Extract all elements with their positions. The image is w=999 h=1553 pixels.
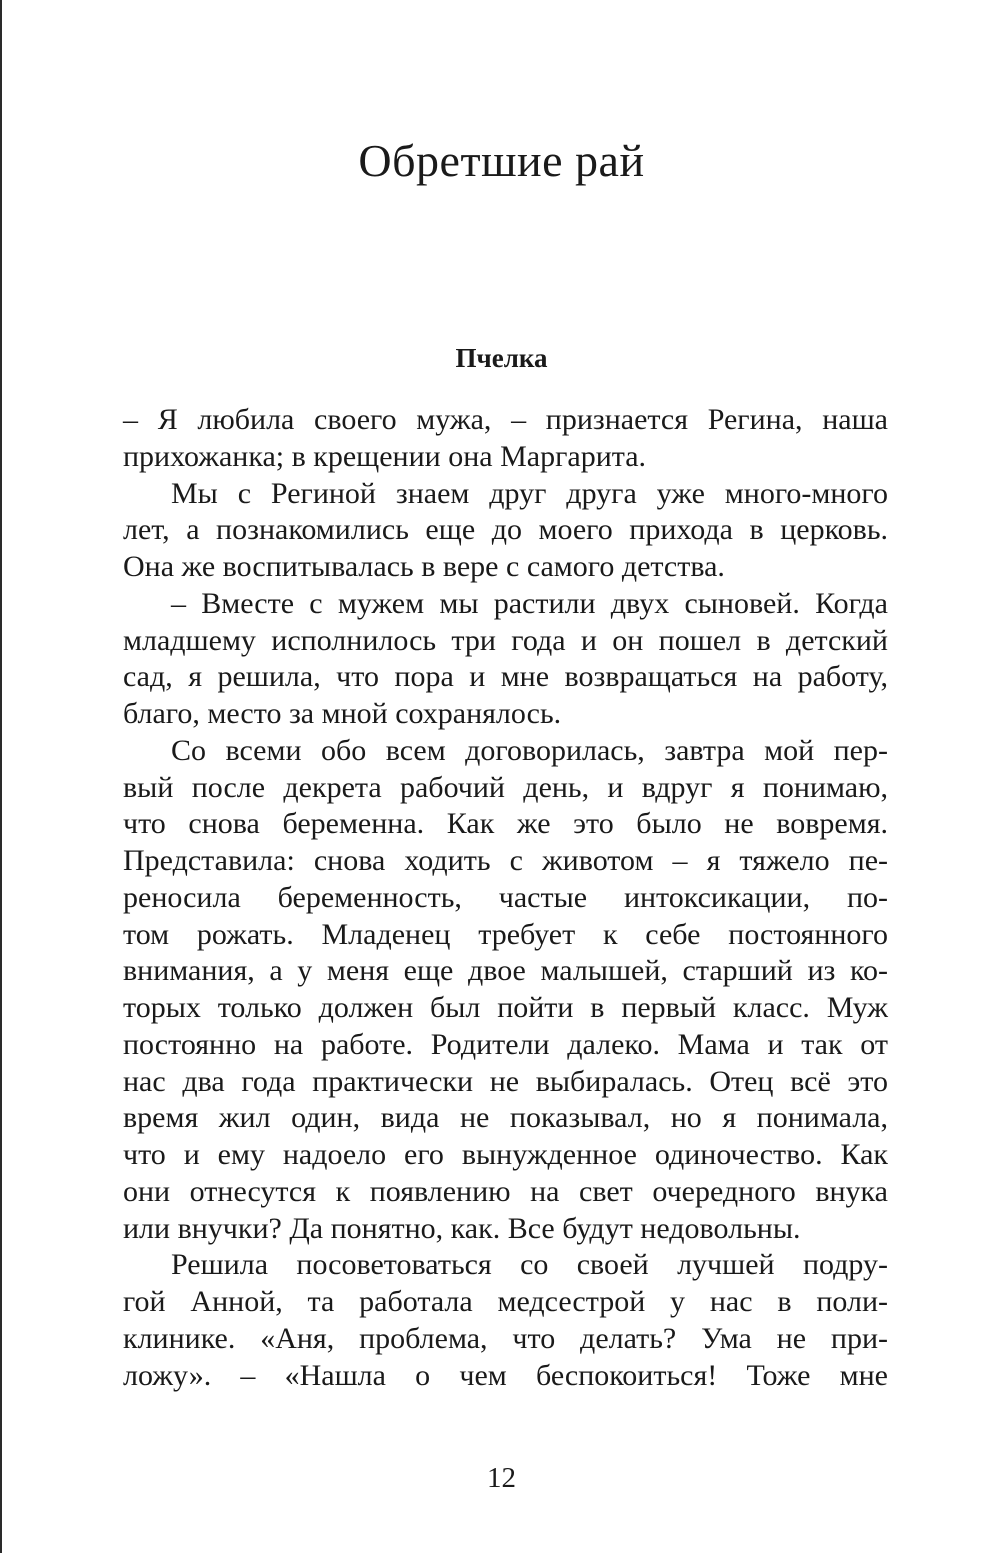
text-line: торых только должен был пойти в первый класс. Муж bbox=[123, 991, 888, 1024]
text-line: время жил один, вида не показывал, но я понимала, bbox=[123, 1101, 888, 1135]
text-line: Решила посоветоваться со своей лучшей подру- bbox=[171, 1248, 888, 1282]
text-line: ложу». – «Нашла о чем беспокоиться! Тоже мне bbox=[123, 1358, 888, 1392]
text-line: они отнесутся к появлению на свет очередного внука bbox=[123, 1174, 888, 1208]
text-line: Со всеми обо всем договорилась, завтра мой пер- bbox=[171, 733, 888, 767]
text-line: младшему исполнилось три года и он пошел в детский bbox=[123, 623, 888, 657]
text-line: сад, я решила, что пора и мне возвращаться на работу, bbox=[123, 660, 888, 694]
text-line: или внучки? Да понятно, как. Все будут недовольны. bbox=[123, 1211, 801, 1245]
text-line: вый после декрета рабочий день, и вдруг я понимаю, bbox=[123, 770, 888, 804]
text-line: нас два года практически не выбиралась. Отец всё это bbox=[123, 1064, 888, 1098]
text-line: благо, место за мной сохранялось. bbox=[123, 697, 562, 730]
text-line: реносила беременность, частые интоксикации, по- bbox=[123, 880, 888, 914]
chapter-title: Обретшие рай bbox=[358, 135, 645, 186]
text-line: что снова беременна. Как же это было не вовремя. bbox=[123, 807, 888, 841]
text-line: – Я любила своего мужа, – признается Регина, наша bbox=[123, 403, 888, 436]
text-line: постоянно на работе. Родители далеко. Мама и так от bbox=[123, 1027, 888, 1061]
text-line: клинике. «Аня, проблема, что делать? Ума не при- bbox=[123, 1321, 888, 1355]
paragraph bbox=[123, 476, 888, 586]
text-line: Мы с Региной знаем друг друга уже много-много bbox=[171, 476, 888, 510]
paragraph bbox=[123, 586, 888, 733]
text-line: Представила: снова ходить с животом – я тяжело пе- bbox=[123, 844, 888, 877]
paragraph bbox=[123, 733, 888, 1248]
body-text bbox=[123, 402, 888, 1394]
text-line: прихожанка; в крещении она Маргарита. bbox=[123, 439, 647, 473]
section-title: Пчелка bbox=[455, 343, 548, 373]
text-line: – Вместе с мужем мы растили двух сыновей. Когда bbox=[171, 586, 888, 620]
paragraph bbox=[123, 402, 888, 476]
text-line: внимания, а у меня еще двое малышей, старший из ко- bbox=[123, 954, 888, 988]
text-line: лет, а познакомились еще до моего прихода в церковь. bbox=[123, 513, 888, 547]
paragraph bbox=[123, 1247, 888, 1394]
page-number: 12 bbox=[487, 1462, 516, 1494]
text-line: гой Анной, та работала медсестрой у нас в поли- bbox=[123, 1285, 888, 1318]
text-line: что и ему надоело его вынужденное одиночество. Как bbox=[123, 1138, 888, 1171]
text-line: том рожать. Младенец требует к себе постоянного bbox=[123, 917, 888, 951]
text-line: Она же воспитывалась в вере с самого детства. bbox=[123, 550, 725, 583]
